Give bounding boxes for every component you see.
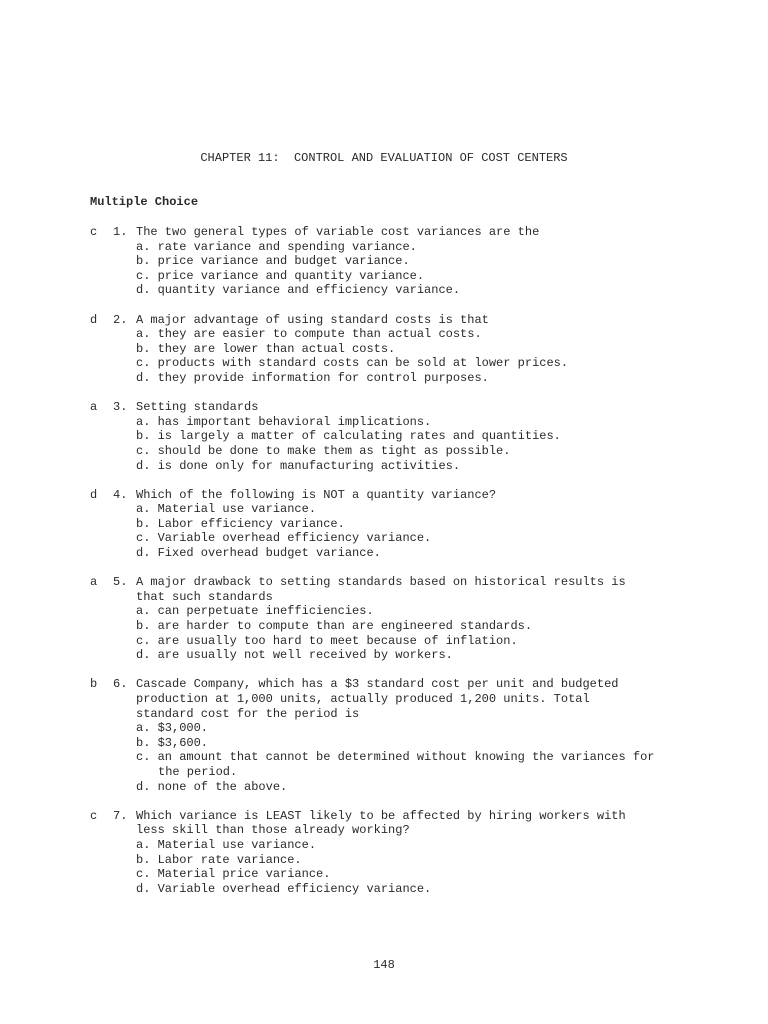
answer-option-line: a. has important behavioral implications. [136, 414, 432, 429]
question-stem-line: Which variance is LEAST likely to be affected by hiring workers with [136, 808, 626, 823]
answer-option-line: c. price variance and quantity variance. [136, 268, 425, 283]
question-item [90, 809, 750, 897]
answer-option-line: c. Material price variance. [136, 867, 331, 882]
answer-option [136, 634, 750, 649]
answer-option [136, 780, 750, 795]
answer-option [136, 240, 750, 255]
answer-option [136, 838, 750, 853]
question-body [136, 809, 750, 897]
answer-option [136, 648, 750, 663]
answer-option-line: b. Labor rate variance. [136, 852, 302, 867]
answer-option-line: d. none of the above. [136, 779, 288, 794]
answer-option [136, 356, 750, 371]
answer-key: c [90, 808, 98, 823]
question-stem-line: less skill than those already working? [136, 823, 410, 838]
answer-option-line: b. price variance and budget variance. [136, 254, 410, 269]
answer-option [136, 604, 750, 619]
answer-option-line: a. Material use variance. [136, 502, 317, 517]
answer-option-line: c. are usually too hard to meet because of inflation. [136, 633, 518, 648]
question-body [136, 313, 750, 386]
chapter-title: CHAPTER 11: CONTROL AND EVALUATION OF COST CENTERS [200, 151, 568, 165]
answer-option [136, 429, 750, 444]
question-number: 4. [113, 487, 128, 502]
question-number: 5. [113, 575, 128, 590]
answer-option [136, 853, 750, 868]
answer-option [136, 415, 750, 430]
question-stem-line: The two general types of variable cost variances are the [136, 225, 540, 239]
question-stem-line: Cascade Company, which has a $3 standard cost per unit and budgeted [136, 677, 619, 692]
question-stem-line: that such standards [136, 589, 273, 604]
answer-option-line: a. they are easier to compute than actual costs. [136, 327, 482, 342]
answer-key: d [90, 487, 98, 502]
question-number: 3. [113, 400, 128, 415]
answer-option-line: a. $3,000. [136, 721, 209, 736]
answer-option [136, 882, 750, 897]
question-number: 2. [113, 312, 128, 327]
answer-option [136, 444, 750, 459]
answer-option-line: a. can perpetuate inefficiencies. [136, 604, 374, 619]
question-item [90, 575, 750, 663]
answer-key: d [90, 312, 98, 327]
answer-option [136, 736, 750, 751]
question-number: 1. [113, 225, 128, 239]
question-stem-line: standard cost for the period is [136, 706, 360, 721]
question-body [136, 575, 750, 663]
question-item [90, 677, 750, 794]
answer-option [136, 254, 750, 269]
answer-key: a [90, 575, 98, 590]
answer-option [136, 371, 750, 386]
answer-option-line: b. $3,600. [136, 735, 209, 750]
answer-option-line: d. Variable overhead efficiency variance. [136, 881, 432, 896]
answer-option [136, 502, 750, 517]
answer-option [136, 546, 750, 561]
answer-key: c [90, 225, 98, 239]
question-item [90, 225, 750, 298]
question-stem-line: Which of the following is NOT a quantity variance? [136, 487, 497, 502]
question-number: 6. [113, 677, 128, 692]
answer-option-line: d. Fixed overhead budget variance. [136, 546, 381, 561]
answer-option-line: b. are harder to compute than are engineered standards. [136, 619, 533, 634]
question-stem-line: A major drawback to setting standards based on historical results is [136, 575, 626, 590]
answer-option-line: b. Labor efficiency variance. [136, 516, 345, 531]
question-body [136, 677, 750, 794]
question-number: 7. [113, 808, 128, 823]
answer-option-line: a. rate variance and spending variance. [136, 239, 417, 254]
question-list [90, 225, 750, 911]
answer-option-line: d. quantity variance and efficiency variance. [136, 283, 461, 298]
answer-option [136, 867, 750, 882]
question-item [90, 488, 750, 561]
answer-option-line: c. should be done to make them as tight as possible. [136, 443, 511, 458]
question-body [136, 400, 750, 473]
answer-option [136, 342, 750, 357]
answer-option [136, 269, 750, 284]
answer-option [136, 517, 750, 532]
answer-option-line: d. are usually not well received by workers. [136, 648, 453, 663]
answer-option [136, 619, 750, 634]
answer-option-line: a. Material use variance. [136, 837, 317, 852]
question-stem-line: production at 1,000 units, actually produced 1,200 units. Total [136, 692, 590, 706]
answer-key: b [90, 677, 98, 692]
answer-option-line: d. is done only for manufacturing activities. [136, 458, 461, 473]
answer-option-line: b. they are lower than actual costs. [136, 341, 396, 356]
question-body [136, 488, 750, 561]
answer-option [136, 721, 750, 736]
answer-option [136, 327, 750, 342]
answer-option-line: d. they provide information for control purposes. [136, 370, 489, 385]
question-stem-line: A major advantage of using standard costs is that [136, 312, 489, 327]
answer-key: a [90, 400, 98, 415]
answer-option-line: c. Variable overhead efficiency variance. [136, 531, 432, 546]
question-stem-line: Setting standards [136, 400, 259, 415]
question-item [90, 313, 750, 386]
answer-option-line: the period. [158, 764, 238, 779]
answer-option [136, 459, 750, 474]
answer-option [136, 531, 750, 546]
page-number: 148 [373, 958, 395, 972]
section-heading: Multiple Choice [90, 195, 199, 209]
answer-option-line: b. is largely a matter of calculating rates and quantities. [136, 429, 561, 444]
answer-option-line: c. an amount that cannot be determined without knowing the variances for [136, 750, 655, 765]
answer-option-line: c. products with standard costs can be sold at lower prices. [136, 356, 569, 371]
answer-option [136, 750, 750, 779]
answer-option [136, 283, 750, 298]
question-body [136, 225, 750, 298]
question-item [90, 400, 750, 473]
